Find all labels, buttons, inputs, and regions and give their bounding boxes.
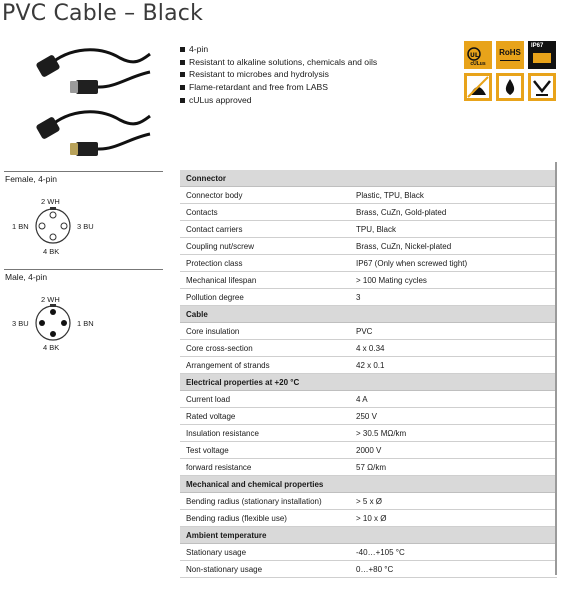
flame-retardant-icon xyxy=(464,73,492,101)
spec-value: 42 x 0.1 xyxy=(356,361,385,370)
table-row xyxy=(180,204,557,221)
pin-label-right: 1 BN xyxy=(77,319,94,328)
table-row xyxy=(180,323,557,340)
spec-value: 57 Ω/km xyxy=(356,463,386,472)
pin-label-bottom: 4 BK xyxy=(43,343,60,352)
table-row xyxy=(180,425,557,442)
cable-product-image xyxy=(30,36,152,166)
female-pinout-diagram xyxy=(32,205,74,247)
spec-label: Test voltage xyxy=(186,446,229,455)
table-row xyxy=(180,272,557,289)
specifications-table xyxy=(180,170,557,578)
cul-us-listed-icon: UL cULus xyxy=(464,41,492,69)
spec-label: Arrangement of strands xyxy=(186,361,270,370)
spec-label: Stationary usage xyxy=(186,548,247,557)
table-row xyxy=(180,561,557,578)
female-pinout-label: Female, 4-pin xyxy=(5,174,57,184)
ip67-icon: IP67 xyxy=(528,41,556,69)
feature-item: Flame-retardant and free from LABS xyxy=(180,81,377,94)
spec-label: Core cross-section xyxy=(186,344,253,353)
table-row xyxy=(180,187,557,204)
page-title: PVC Cable – Black xyxy=(2,1,204,26)
pin-label-left: 3 BU xyxy=(12,319,29,328)
table-row xyxy=(180,493,557,510)
table-edge-bar xyxy=(555,162,557,575)
pin-label-right: 3 BU xyxy=(77,222,94,231)
spec-label: Bending radius (stationary installation) xyxy=(186,497,322,506)
spec-value: > 10 x Ø xyxy=(356,514,387,523)
section-title: Electrical properties at +20 °C xyxy=(186,378,300,387)
spec-value: > 100 Mating cycles xyxy=(356,276,427,285)
section-title: Mechanical and chemical properties xyxy=(186,480,324,489)
table-section-header xyxy=(180,306,557,323)
table-row xyxy=(180,408,557,425)
table-section-header xyxy=(180,374,557,391)
spec-label: Current load xyxy=(186,395,231,404)
pin-label-left: 1 BN xyxy=(12,222,29,231)
divider xyxy=(4,171,163,172)
pin-label-bottom: 4 BK xyxy=(43,247,60,256)
spec-label: Contacts xyxy=(186,208,218,217)
pin-label-top: 2 WH xyxy=(41,197,60,206)
table-row xyxy=(180,357,557,374)
table-row xyxy=(180,289,557,306)
spec-value: Plastic, TPU, Black xyxy=(356,191,424,200)
spec-value: 4 A xyxy=(356,395,368,404)
section-title: Cable xyxy=(186,310,208,319)
pin-label-top: 2 WH xyxy=(41,295,60,304)
table-row xyxy=(180,510,557,527)
table-row xyxy=(180,459,557,476)
table-row xyxy=(180,221,557,238)
spec-label: Pollution degree xyxy=(186,293,244,302)
spec-label: Connector body xyxy=(186,191,243,200)
spec-value: 2000 V xyxy=(356,446,382,455)
spec-label: Non-stationary usage xyxy=(186,565,263,574)
spec-label: Coupling nut/screw xyxy=(186,242,255,251)
male-pinout-label: Male, 4-pin xyxy=(5,272,48,282)
table-row xyxy=(180,238,557,255)
spec-label: Rated voltage xyxy=(186,412,236,421)
spec-label: Bending radius (flexible use) xyxy=(186,514,287,523)
spec-label: Insulation resistance xyxy=(186,429,259,438)
spec-label: Mechanical lifespan xyxy=(186,276,257,285)
spec-value: 4 x 0.34 xyxy=(356,344,385,353)
spec-value: > 5 x Ø xyxy=(356,497,383,506)
spec-label: Contact carriers xyxy=(186,225,243,234)
spec-value: 0…+80 °C xyxy=(356,565,394,574)
certification-icons xyxy=(464,41,556,105)
table-row xyxy=(180,391,557,408)
oil-resistant-icon xyxy=(496,73,524,101)
feature-item: Resistant to microbes and hydrolysis xyxy=(180,68,377,81)
table-section-header xyxy=(180,527,557,544)
spec-value: Brass, CuZn, Nickel-plated xyxy=(356,242,452,251)
section-title: Connector xyxy=(186,174,226,183)
feature-list xyxy=(180,43,377,107)
divider xyxy=(4,269,163,270)
hydrolysis-resistant-icon xyxy=(528,73,556,101)
rohs-compliant-icon: RoHS xyxy=(496,41,524,69)
feature-item: cULus approved xyxy=(180,94,377,107)
spec-label: Protection class xyxy=(186,259,243,268)
spec-value: TPU, Black xyxy=(356,225,397,234)
spec-value: IP67 (Only when screwed tight) xyxy=(356,259,468,268)
table-section-header xyxy=(180,170,557,187)
spec-value: 250 V xyxy=(356,412,377,421)
section-title: Ambient temperature xyxy=(186,531,267,540)
feature-item: 4-pin xyxy=(180,43,377,56)
feature-item: Resistant to alkaline solutions, chemicals and oils xyxy=(180,56,377,69)
spec-value: 3 xyxy=(356,293,361,302)
male-pinout-diagram xyxy=(32,302,74,344)
spec-value: Brass, CuZn, Gold-plated xyxy=(356,208,447,217)
spec-label: forward resistance xyxy=(186,463,252,472)
spec-label: Core insulation xyxy=(186,327,240,336)
table-row xyxy=(180,340,557,357)
table-row xyxy=(180,442,557,459)
table-section-header xyxy=(180,476,557,493)
table-row xyxy=(180,255,557,272)
spec-value: -40…+105 °C xyxy=(356,548,405,557)
svg-text:UL: UL xyxy=(470,52,479,59)
spec-value: PVC xyxy=(356,327,373,336)
spec-value: > 30.5 MΩ/km xyxy=(356,429,407,438)
table-row xyxy=(180,544,557,561)
